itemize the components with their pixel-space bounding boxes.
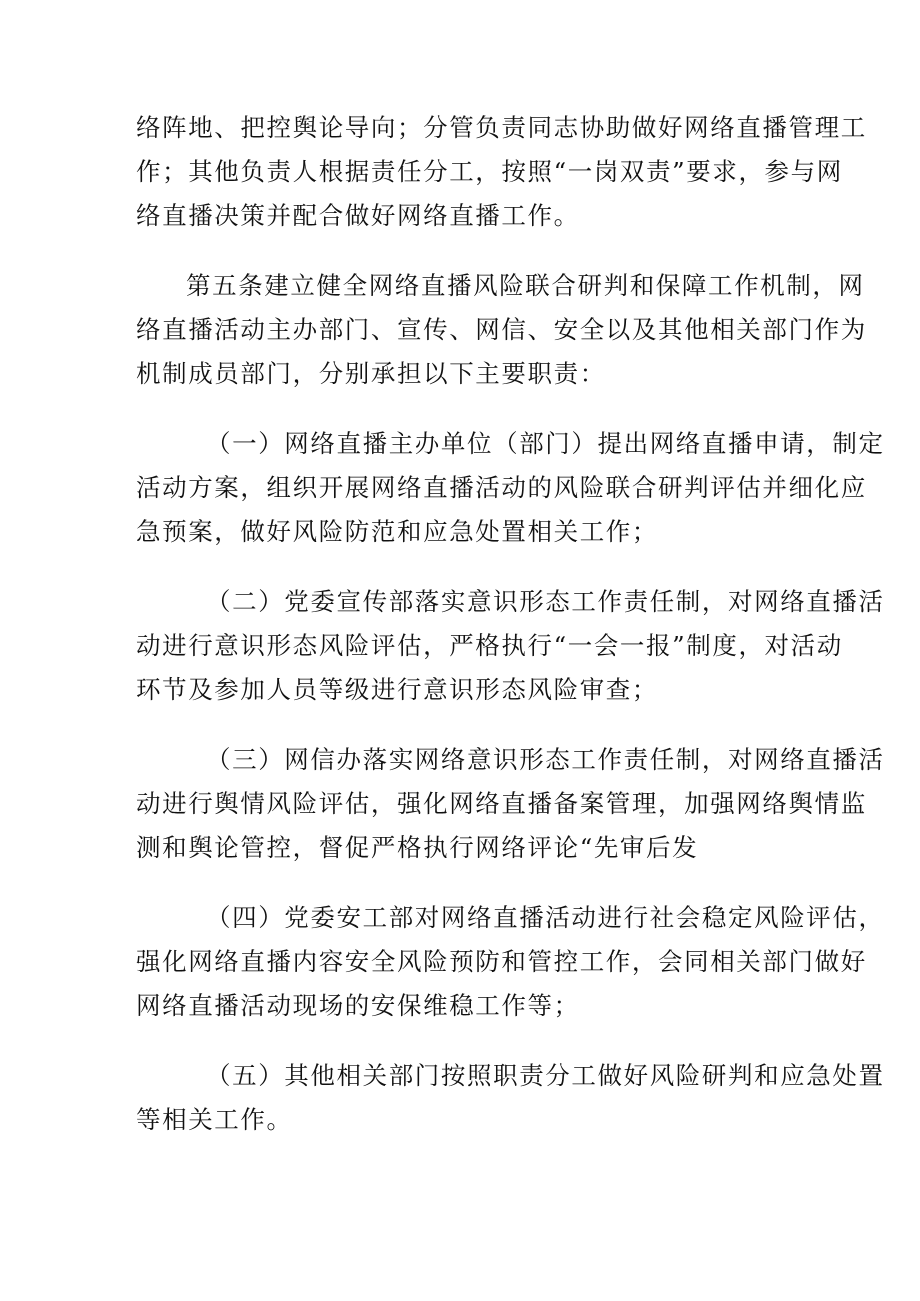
- paragraph-item-3: [136, 738, 885, 870]
- text-line: （三）网信办落实网络意识形态工作责任制，对网络直播活: [206, 745, 885, 774]
- text-line: 急预案，做好风险防范和应急处置相关工作；: [136, 517, 658, 546]
- text-line: 活动方案，组织开展网络直播活动的风险联合研判评估并细化应: [136, 473, 867, 502]
- text-line: （四）党委安工部对网络直播活动进行社会稳定风险评估，: [206, 903, 885, 932]
- text-line: 作；其他负责人根据责任分工，按照“一岗双责”要求，参与网: [136, 157, 843, 186]
- paragraph-item-4: [136, 896, 885, 1028]
- text-line: 机制成员部门，分别承担以下主要职责：: [136, 359, 606, 388]
- text-line: 强化网络直播内容安全风险预防和管控工作，会同相关部门做好: [136, 947, 867, 976]
- paragraph-item-5: [136, 1054, 885, 1142]
- text-line: 动进行舆情风险评估，强化网络直播备案管理，加强网络舆情监: [136, 789, 867, 818]
- paragraph-item-1: [136, 422, 885, 554]
- paragraph-intro-continued: [136, 106, 867, 238]
- text-line: 测和舆论管控，督促严格执行网络评论“先审后发: [136, 833, 699, 862]
- text-line: （一）网络直播主办单位（部门）提出网络直播申请，制定: [206, 429, 885, 458]
- text-line: 络直播活动主办部门、宣传、网信、安全以及其他相关部门作为: [136, 315, 867, 344]
- text-line: 动进行意识形态风险评估，严格执行“一会一报”制度，对活动: [136, 631, 843, 660]
- text-line: 环节及参加人员等级进行意识形态风险审查；: [136, 675, 658, 704]
- text-line: （五）其他相关部门按照职责分工做好风险研判和应急处置: [206, 1061, 885, 1090]
- text-line: 等相关工作。: [136, 1105, 293, 1134]
- text-line: 网络直播活动现场的安保维稳工作等；: [136, 991, 580, 1020]
- paragraph-article-5: [136, 264, 867, 396]
- text-line: 络阵地、把控舆论导向；分管负责同志协助做好网络直播管理工: [136, 113, 867, 142]
- text-line: 络直播决策并配合做好网络直播工作。: [136, 201, 580, 230]
- text-line: 第五条建立健全网络直播风险联合研判和保障工作机制，网: [186, 271, 865, 300]
- text-line: （二）党委宣传部落实意识形态工作责任制，对网络直播活: [206, 587, 885, 616]
- paragraph-item-2: [136, 580, 885, 712]
